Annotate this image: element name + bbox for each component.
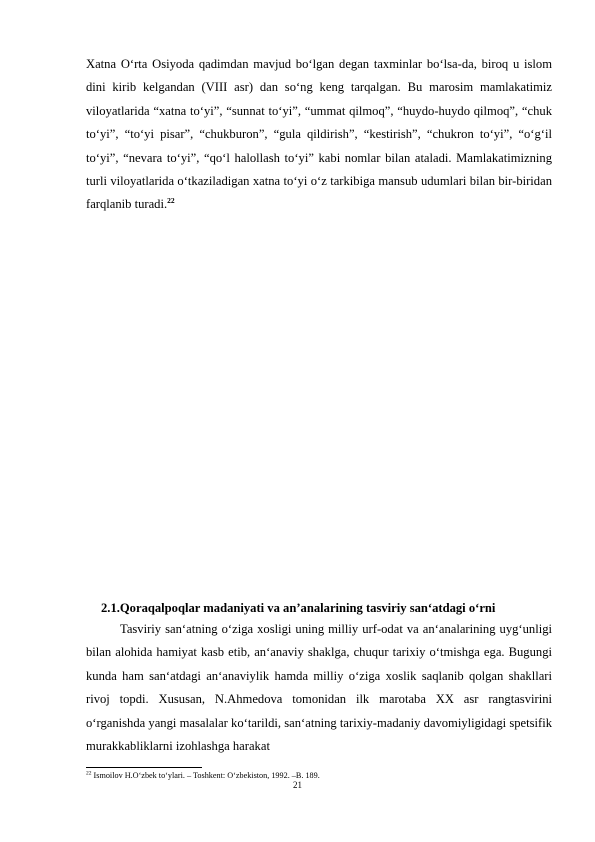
body-paragraph-tasviriy-sanat: Tasviriy san‘atning o‘ziga xosligi uning milliy urf-odat va an‘analarining uyg‘unligi bilan alohida hamiyat kasb etib, an‘anaviy shaklga, chuqur tarixiy o‘tmishga ega. Bugungi kunda ham san‘atdagi an‘anaviylik hamda milliy o‘ziga xoslik saqlanib qolgan shakllari rivoj topdi. Xususan, N.Ahmedova tomonidan ilk marotaba XX asr rangtasvirini o‘rganishda yangi masalalar ko‘tarildi, san‘atning tarixiy-madaniy davomiyligidagi spetsifik murakkabliklarni izohlashga harakat (86, 622, 552, 754)
paragraph-text: Xatna O‘rta Osiyoda qadimdan mavjud bo‘lgan degan taxminlar bo‘lsa-da, biroq u islom dini kirib kelgandan (VIII asr) dan so‘ng keng tarqalgan. Bu marosim mamlakatimiz viloyatlarida “xatna to‘yi”, “sunnat to‘yi”, “ummat qilmoq”, “huydo-huydo qilmoq”, “chuk to‘yi”, “to‘yi pisar”, “chukburon”, “gula qildirish”, “kestirish”, “chukron to‘yi”, “o‘g‘il to‘yi”, “nevara to‘yi”, “qo‘l halollash to‘yi” kabi nomlar bilan ataladi. Mamlakatimizning turli viloyatlarida o‘tkaziladigan xatna to‘yi o‘z tarkibiga mansub udumlari bilan bir-biridan farqlanib turadi. (86, 57, 552, 212)
footnote-divider (86, 767, 202, 768)
footnote-reference[interactable]: 22 (167, 196, 175, 206)
footnote-text: Ismoilov H.O‘zbek to‘ylari. – Toshkent: O‘zbekiston, 1992. –B. 189. (93, 771, 320, 780)
body-paragraph-xatna (86, 53, 552, 217)
page-number: 21 (293, 780, 302, 790)
footnote-number: 22 (86, 770, 92, 777)
section-heading: 2.1.Qoraqalpoqlar madaniyati va an’analarining tasviriy san‘atdagi o‘rni (101, 601, 496, 615)
